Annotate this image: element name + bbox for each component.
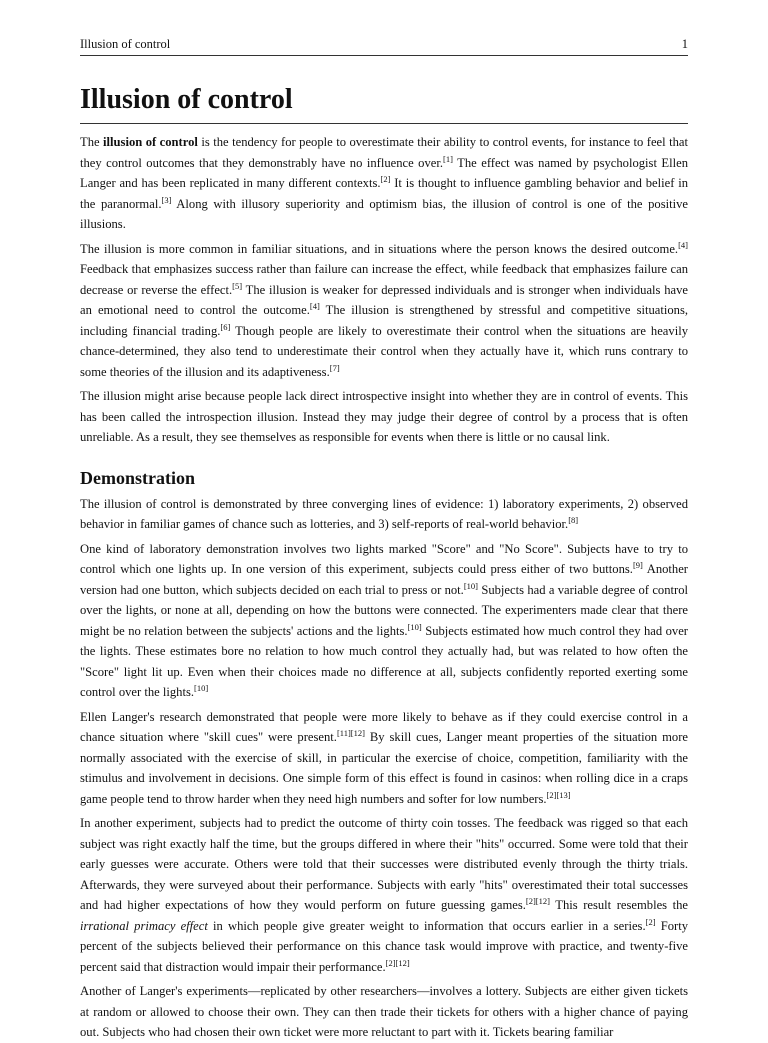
citation-link[interactable]: [2][13] [546, 789, 571, 800]
text-run: The illusion is more common in familiar situations, and in situations where the person knows the desired outcome. [80, 241, 679, 256]
demonstration-paragraph-3 [80, 707, 688, 810]
intro-paragraph-3 [80, 386, 688, 448]
citation-link[interactable]: [10] [407, 621, 422, 632]
running-header [80, 36, 688, 56]
text-run: Another version had one button, which subjects decided on each trial to press or not. [80, 562, 688, 597]
text-run: Ellen Langer's research demonstrated that people were more likely to behave as if they could exercise control in a chance situation where "skill cues" were present. [80, 709, 688, 744]
text-run: Subjects estimated how much control they had over the lights. These estimates bore no relation to how much control they actually had, but was related to how often the "Score" light lit up. Even when their choices made no difference at all, subjects confidently reported exerting some control over the lights. [80, 623, 688, 699]
citation-link[interactable]: [2][12] [525, 895, 550, 906]
demonstration-paragraph-2 [80, 539, 688, 703]
intro-paragraph-2 [80, 239, 688, 383]
citation-link[interactable]: [4] [309, 300, 320, 311]
page-title: Illusion of control [80, 83, 688, 124]
citation-link[interactable]: [2][12] [385, 957, 410, 968]
text-run: One kind of laboratory demonstration involves two lights marked "Score" and "No Score". Subjects have to try to control which one lights up. In one version of this experiment, subjects could press either of two buttons. [80, 541, 688, 576]
text-run: Feedback that emphasizes success rather than failure can increase the effect, while feedback that emphasizes failure can decrease or reverse the effect. [80, 262, 688, 297]
citation-link[interactable]: [4] [678, 239, 688, 250]
text-run: This result resembles the [549, 898, 688, 912]
citation-link[interactable]: [3] [161, 194, 172, 205]
section-heading-demonstration: Demonstration [80, 467, 195, 488]
demonstration-paragraph-5 [80, 981, 688, 1043]
text-run: The illusion is strengthened by stressful and competitive situations, including financial trading. [80, 303, 688, 338]
italic-term: irrational primacy effect [80, 918, 208, 933]
bold-term: illusion of control [103, 135, 198, 149]
text-run: The effect was named by psychologist Ellen Langer and has been replicated in many different contexts. [80, 155, 688, 190]
text-run: Another of Langer's experiments—replicated by other researchers—involves a lottery. Subjects are either given tickets at random or allowed to choose their own. They can then trade their tickets for others with a higher chance of paying out. Subjects who had chosen their own ticket were more reluctant to part with it. Tickets bearing familiar [80, 984, 688, 1039]
citation-link[interactable]: [10] [463, 580, 479, 591]
text-run: Along with illusory superiority and optimism bias, the illusion of control is one of the positive illusions. [80, 196, 688, 231]
running-title: Illusion of control [80, 37, 171, 51]
page-number: 1 [681, 37, 688, 51]
citation-link[interactable]: [6] [220, 321, 231, 332]
citation-link[interactable]: [8] [568, 514, 579, 525]
text-run: is the tendency for people to overestimate their ability to control events, for instance to feel that they control outcomes that they demonstrably have no influence over. [80, 135, 689, 170]
citation-link[interactable]: [7] [329, 362, 340, 373]
citation-link[interactable]: [9] [632, 559, 643, 570]
citation-link[interactable]: [11][12] [336, 727, 365, 738]
text-run: The illusion might arise because people lack direct introspective insight into whether they are in control of events. This has been called the introspection illusion. Instead they may judge their degree of control by a process that is often unreliable. As a result, they see themselves as responsible for events when there is little or no causal link. [80, 389, 688, 444]
text-run: By skill cues, Langer meant properties of the situation more normally associated with the exercise of skill, in particular the exercise of choice, competition, familiarity with the stimulus and involvement in decisions. One simple form of this effect is found in casinos: when rolling dice in a craps game people tend to throw harder when they need high numbers and softer for low numbers. [80, 730, 688, 806]
text-run: in which people give greater weight to information that occurs earlier in a series. [207, 918, 646, 933]
text-run: The [80, 135, 104, 149]
text-run: The illusion of control is demonstrated by three converging lines of evidence: 1) laboratory experiments, 2) observed behavior in familiar games of chance such as lotteries, and 3) self-reports of real-world behavior. [80, 496, 688, 531]
text-run: The illusion is weaker for depressed individuals and is stronger when individuals have an emotional need to control the outcome. [80, 282, 688, 317]
text-run: In another experiment, subjects had to predict the outcome of thirty coin tosses. The feedback was rigged so that each subject was right exactly half the time, but the groups differed in where their "hits" occurred. Some were told that their early guesses were accurate. Others were told that their successes were distributed evenly through the thirty trials. Afterwards, they were surveyed about their performance. Subjects with early "hits" overestimated their total successes and had higher expectations of how they would perform on future guessing games. [80, 816, 688, 912]
text-run: Subjects had a variable degree of control over the lights, or none at all, depending on how the buttons were connected. The experimenters made clear that there might be no relation between the subjects' actions and the lights. [80, 582, 688, 638]
citation-link[interactable]: [2] [645, 916, 656, 927]
text-run: Though people are likely to overestimate their control when the situations are heavily chance-determined, they also tend to underestimate their control when they actually have it, which runs contrary to some theories of the illusion and its adaptiveness. [80, 323, 688, 379]
intro-paragraph-1 [80, 132, 688, 235]
citation-link[interactable]: [1] [443, 153, 453, 164]
demonstration-paragraph-1 [80, 494, 688, 535]
text-run: Forty percent of the subjects believed their performance on this chance task would improve with practice, and twenty-five percent said that distraction would impair their performance. [80, 918, 688, 974]
citation-link[interactable]: [10] [194, 682, 209, 693]
demonstration-paragraph-4 [80, 813, 688, 977]
text-run: It is thought to influence gambling behavior and belief in the paranormal. [80, 176, 688, 211]
document-page [80, 36, 688, 1043]
citation-link[interactable]: [5] [232, 280, 243, 291]
citation-link[interactable]: [2] [380, 173, 391, 184]
